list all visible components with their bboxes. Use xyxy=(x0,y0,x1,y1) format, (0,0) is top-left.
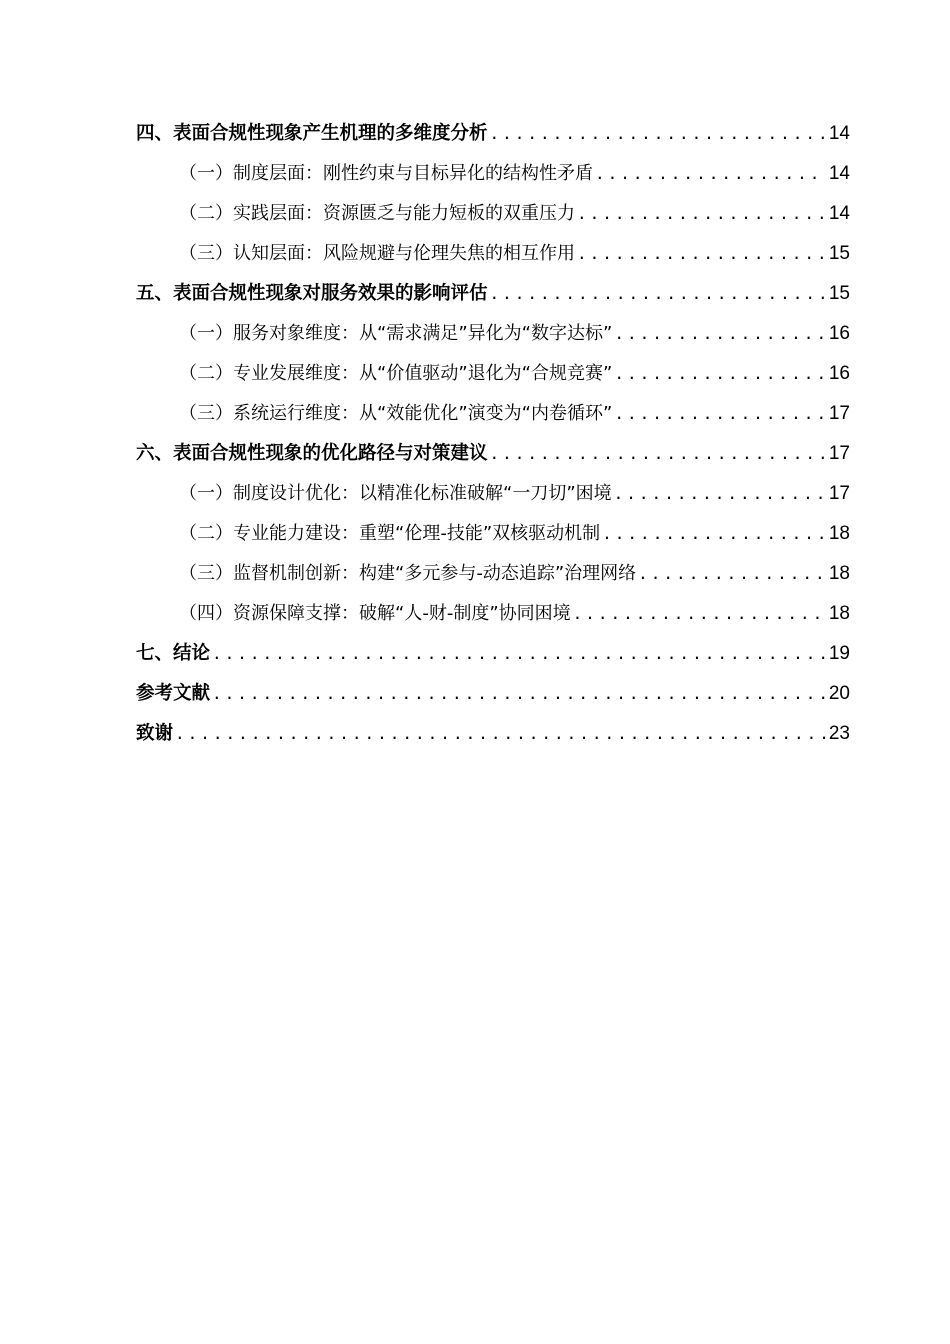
toc-entry-section-6-4[interactable] xyxy=(136,594,850,634)
toc-entry-references[interactable] xyxy=(136,674,850,714)
toc-entry-title: （二）专业能力建设：重塑“伦理-技能”双核驱动机制 xyxy=(179,523,601,544)
toc-page-number: 17 xyxy=(828,483,850,504)
toc-entry-section-6-2[interactable] xyxy=(136,514,850,554)
toc-page-number: 18 xyxy=(828,563,850,584)
toc-page-number: 14 xyxy=(828,123,850,144)
toc-dot-leader xyxy=(212,674,825,714)
toc-entry-chapter-4[interactable] xyxy=(136,114,850,154)
toc-entry-section-6-1[interactable] xyxy=(136,474,850,514)
toc-entry-section-4-3[interactable] xyxy=(136,234,850,274)
toc-dot-leader xyxy=(577,234,825,274)
toc-entry-section-5-1[interactable] xyxy=(136,314,850,354)
toc-dot-leader xyxy=(614,394,825,434)
toc-page-number: 15 xyxy=(828,243,850,264)
toc-page-number: 16 xyxy=(828,323,850,344)
toc-page-number: 23 xyxy=(828,723,850,744)
toc-entry-chapter-7[interactable] xyxy=(136,634,850,674)
toc-entry-title: 参考文献 xyxy=(136,683,211,704)
toc-entry-title: （二）专业发展维度：从“价值驱动”退化为“合规竞赛” xyxy=(179,363,613,384)
toc-page-number: 14 xyxy=(828,203,850,224)
toc-page-number: 16 xyxy=(828,363,850,384)
toc-dot-leader xyxy=(614,314,825,354)
toc-entry-section-6-3[interactable] xyxy=(136,554,850,594)
toc-page-number: 15 xyxy=(828,283,850,304)
toc-entry-title: （三）系统运行维度：从“效能优化”演变为“内卷循环” xyxy=(179,403,613,424)
toc-entry-title: 致谢 xyxy=(136,723,174,744)
table-of-contents xyxy=(136,114,850,754)
toc-dot-leader xyxy=(490,274,825,314)
toc-dot-leader xyxy=(595,154,825,194)
toc-dot-leader xyxy=(573,594,825,634)
toc-entry-chapter-5[interactable] xyxy=(136,274,850,314)
toc-dot-leader xyxy=(175,714,825,754)
toc-page-number: 18 xyxy=(828,523,850,544)
toc-page-number: 18 xyxy=(828,603,850,624)
toc-entry-title: 七、结论 xyxy=(136,643,211,664)
toc-dot-leader xyxy=(212,634,825,674)
toc-dot-leader xyxy=(602,514,825,554)
toc-entry-title: 四、表面合规性现象产生机理的多维度分析 xyxy=(136,123,488,144)
toc-entry-title: （四）资源保障支撑：破解“人-财-制度”协同困境 xyxy=(179,603,571,624)
toc-entry-acknowledgements[interactable] xyxy=(136,714,850,754)
toc-entry-title: （二）实践层面：资源匮乏与能力短板的双重压力 xyxy=(179,203,575,224)
toc-entry-section-4-2[interactable] xyxy=(136,194,850,234)
toc-page-number: 17 xyxy=(828,403,850,424)
toc-page-number: 14 xyxy=(828,163,850,184)
toc-dot-leader xyxy=(614,354,825,394)
toc-entry-title: （三）认知层面：风险规避与伦理失焦的相互作用 xyxy=(179,243,575,264)
toc-entry-title: （一）制度设计优化：以精准化标准破解“一刀切”困境 xyxy=(179,483,612,504)
toc-entry-section-4-1[interactable] xyxy=(136,154,850,194)
toc-entry-section-5-2[interactable] xyxy=(136,354,850,394)
toc-page-number: 17 xyxy=(828,443,850,464)
toc-page-number: 20 xyxy=(828,683,850,704)
toc-entry-title: （一）制度层面：刚性约束与目标异化的结构性矛盾 xyxy=(179,163,593,184)
toc-dot-leader xyxy=(638,554,825,594)
toc-entry-title: （一）服务对象维度：从“需求满足”异化为“数字达标” xyxy=(179,323,613,344)
toc-entry-title: （三）监督机制创新：构建“多元参与-动态追踪”治理网络 xyxy=(179,563,637,584)
toc-dot-leader xyxy=(577,194,825,234)
toc-entry-title: 六、表面合规性现象的优化路径与对策建议 xyxy=(136,443,488,464)
toc-entry-title: 五、表面合规性现象对服务效果的影响评估 xyxy=(136,283,488,304)
toc-dot-leader xyxy=(490,114,825,154)
toc-page-number: 19 xyxy=(828,643,850,664)
toc-dot-leader xyxy=(490,434,825,474)
toc-entry-section-5-3[interactable] xyxy=(136,394,850,434)
toc-entry-chapter-6[interactable] xyxy=(136,434,850,474)
toc-dot-leader xyxy=(614,474,825,514)
